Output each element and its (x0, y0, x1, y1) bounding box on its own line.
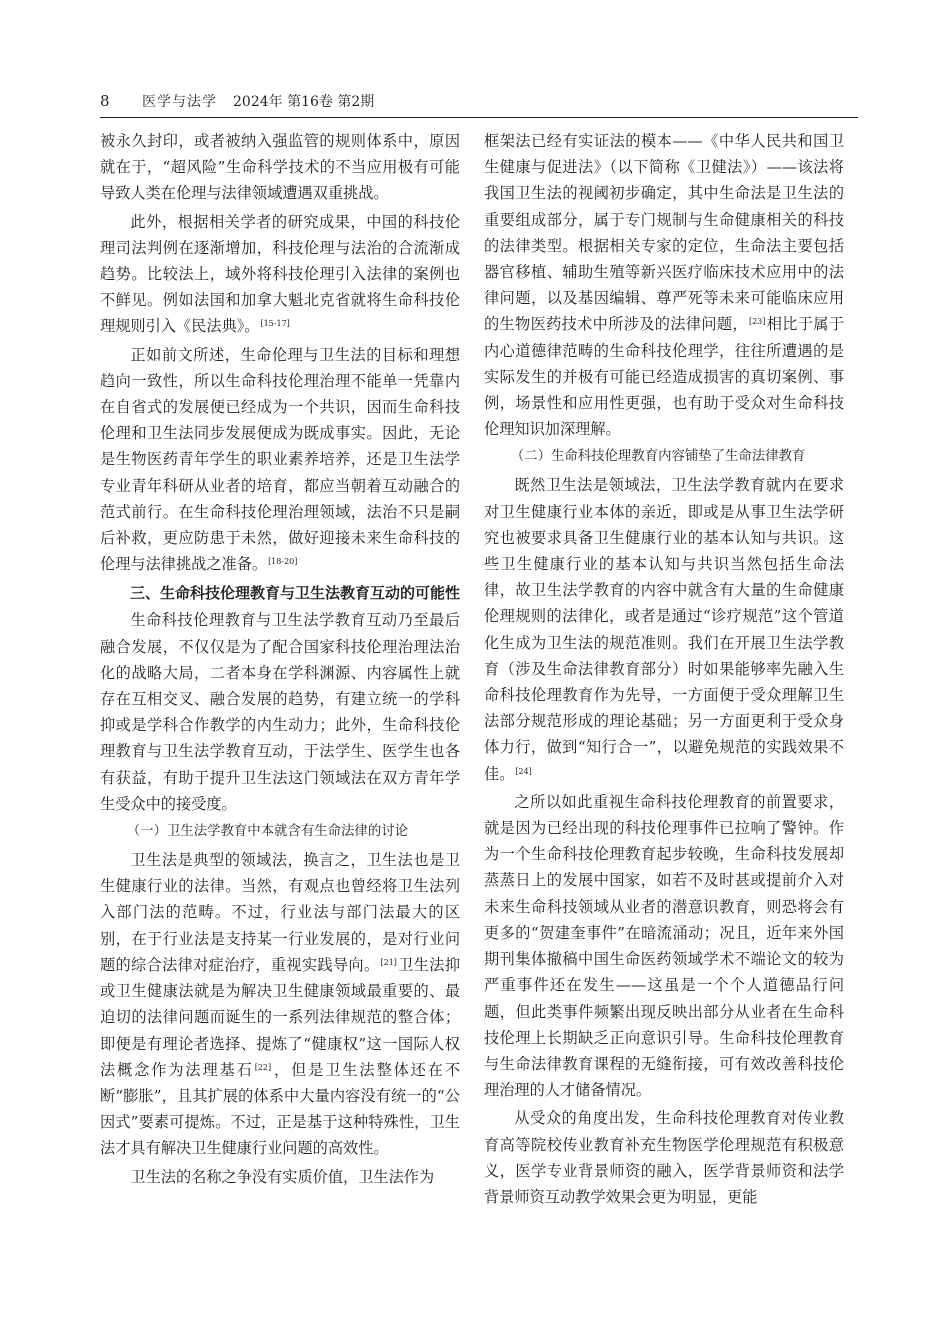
paragraph-text: 从受众的角度出发，生命科技伦理教育对传业教育高等院校传业教育补充生物医学伦理规范有积极意义，医学专业背景师资的融入，医学背景师资和法学背景师资互动教学效果会更为明显，更能 (484, 1109, 844, 1206)
section-heading (100, 580, 460, 606)
paragraph-text: 卫生法抑或卫生健康法就是为解决卫生健康领域最重要的、最迫切的法律问题而诞生的一系列法律规范的整合体；即便是有理论者选择、提炼了“健康权”这一国际人权法概念作为法理基石 (100, 955, 461, 1079)
body-paragraph (484, 128, 844, 442)
citation-ref: [22] (254, 1062, 272, 1072)
subsection-heading (100, 819, 460, 845)
paragraph-text: 框架法已经有实证法的模本——《中华人民共和国卫生健康与促进法》（以下简称《卫健法》）——该法将我国卫生法的视阈初步确定，其中生命法是卫生法的重要组成部分，属于专门规制与生命健康相关的科技的法律类型。根据相关专家的定位，生命法主要包括器官移植、辅助生殖等新兴医疗临床技术应用中的法律问题，以及基因编辑、尊严死等未来可能临床应用的生物医药技术中所涉及的法律问题， (484, 132, 844, 334)
paragraph-text: ，但是卫生法整体还在不断“膨胀”，且其扩展的体系中大量内容没有统一的“公因式”要素可提炼。不过，正是基于这种特殊性，卫生法才具有解决卫生健康行业问题的高效性。 (100, 1060, 461, 1158)
paragraph-text: 被永久封印，或者被纳入强监管的规则体系中，原因就在于，“超风险”生命科学技术的不当应用极有可能导致人类在伦理与法律领域遭遇双重挑战。 (100, 132, 460, 203)
subsection-heading (484, 444, 844, 470)
right-column (484, 128, 844, 1210)
issue-info: 2024年 第16卷 第2期 (233, 94, 375, 110)
citation-ref: [15-17] (260, 319, 290, 329)
citation-ref: [23] (748, 317, 766, 327)
page-number: 8 (100, 92, 110, 110)
body-paragraph (100, 128, 460, 207)
body-paragraph (484, 789, 844, 1103)
body-paragraph (100, 847, 460, 1161)
paragraph-text: （二）生命科技伦理教育内容铺垫了生命法律教育 (510, 449, 806, 465)
paragraph-text: 之所以如此重视生命科技伦理教育的前置要求，就是因为已经出现的科技伦理事件已拉响了警钟。作为一个生命科技伦理教育起步较晚，生命科技发展却蒸蒸日上的发展中国家，如若不及时甚或提前介入对未来生命科技领域从业者的潜意识教育，则恐将会有更多的“贺建奎事件”在暗流涌动；况且，近年来外国期刊集体撤稿中国生命医药领域学术不端论文的较为严重事件还在发生——这虽是一个个人道德品行问题，但此类事件频繁出现反映出部分从业者在生命科技伦理上长期缺乏正向意识引导。生命科技伦理教育与生命法律教育课程的无缝衔接，可有效改善科技伦理治理的人才储备情况。 (484, 792, 844, 1100)
body-paragraph (100, 1164, 460, 1190)
citation-ref: [18-20] (268, 557, 298, 567)
paragraph-text: 既然卫生法是领域法，卫生法学教育就内在要求对卫生健康行业本体的亲近，即或是从事卫生法学研究也被要求具备卫生健康行业的基本认知与共识。这些卫生健康行业的基本认知与共识当然包括生命法律，故卫生法学教育的内容中就含有大量的生命健康伦理规则的法律化，或者是通过“诊疗规范”这个管道化生成为卫生法的规范准则。我们在开展卫生法学教育（涉及生命法律教育部分）时如果能够率先融入生命科技伦理教育作为先导，一方面便于受众理解卫生法部分规范形成的理论基础；另一方面更利于受众身体力行，做到“知行合一”，以避免规范的实践效果不佳。 (484, 476, 844, 783)
paragraph-text: 卫生法的名称之争没有实质价值，卫生法作为 (130, 1167, 435, 1186)
paragraph-text: 生命科技伦理教育与卫生法学教育互动乃至最后融合发展，不仅仅是为了配合国家科技伦理治理法治化的战略大局，二者本身在学科渊源、内容属性上就存在互相交叉、融合发展的趋势，有建立统一的学科抑或是学科合作教学的内生动力；此外，生命科技伦理教育与卫生法学教育互动，于法学生、医学生也各有获益，有助于提升卫生法这门领域法在双方青年学生受众中的接受度。 (100, 611, 460, 813)
paragraph-text: 此外，根据相关学者的研究成果，中国的科技伦理司法判例在逐渐增加，科技伦理与法治的合流渐成趋势。比较法上，域外将科技伦理引入法律的案例也不鲜见。例如法国和加拿大魁北克省就将生命科技伦理规则引入《民法典》。 (100, 212, 460, 336)
paragraph-text: 正如前文所述，生命伦理与卫生法的目标和理想趋向一致性，所以生命科技伦理治理不能单一凭靠内在自省式的发展便已经成为一个共识，因而生命科技伦理和卫生法同步发展便成为既成事实。因此，无论是生物医药青年学生的职业素养培养，还是卫生法学专业青年科研从业者的培育，都应当朝着互动融合的范式前行。在生命科技伦理治理领域，法治不只是嗣后补救，更应防患于未然，做好迎接未来生命科技的伦理与法律挑战之准备。 (100, 345, 460, 574)
paragraph-text: 三、生命科技伦理教育与卫生法教育互动的可能性 (130, 584, 461, 603)
body-paragraph (100, 607, 460, 817)
left-column (100, 128, 460, 1190)
body-paragraph (484, 1105, 844, 1210)
body-paragraph (484, 472, 844, 786)
header-rule (100, 117, 858, 118)
citation-ref: [21] (380, 957, 397, 967)
body-paragraph (100, 342, 460, 578)
running-header (100, 88, 860, 114)
paragraph-text: （一）卫生法学教育中本就含有生命法律的讨论 (126, 824, 408, 840)
journal-name: 医学与法学 (142, 94, 217, 110)
paragraph-text: 相比于属于内心道德律范畴的生命科技伦理学，往往所遭遇的是实际发生的并极有可能已经造成损害的真切案例、事例，场景性和应用性更强，也有助于受众对生命科技伦理知识加深理解。 (484, 315, 845, 439)
paragraph-text: 卫生法是典型的领域法，换言之，卫生法也是卫生健康行业的法律。当然，有观点也曾经将卫生法列入部门法的范畴。不过，行业法与部门法最大的区别，在于行业法是支持某一行业发展的，是对行业问题的综合法律对症治疗，重视实践导向。 (100, 851, 460, 974)
body-paragraph (100, 209, 460, 340)
citation-ref: [24] (515, 766, 532, 776)
